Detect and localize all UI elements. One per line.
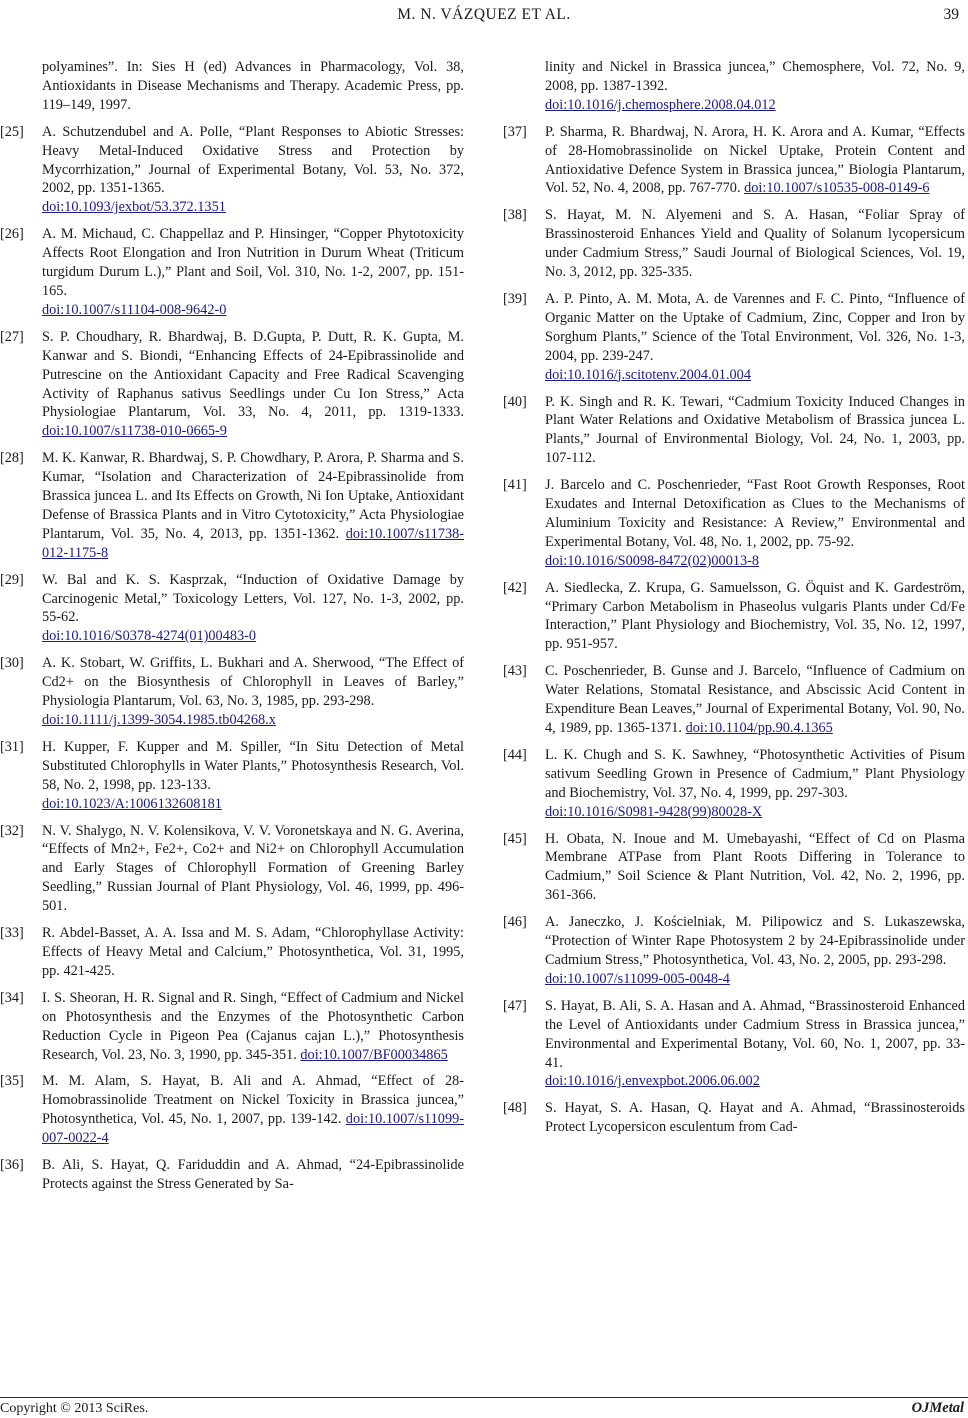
reference-text: polyamines”. In: Sies H (ed) Advances in Pharmacology, Vol. 38, Antioxidants in Disease Mechanisms and Therapy. Academic Press, pp. 119–149, 1997.	[42, 59, 464, 113]
reference-entry	[503, 997, 965, 1092]
reference-text: L. K. Chugh and S. K. Sawhney, “Photosynthetic Activities of Pisum sativum Seedling Grown in Presence of Cadmium,” Plant Physiology and Biochemistry, Vol. 37, No. 4, 1999, pp. 297-303.	[545, 746, 965, 801]
doi-link[interactable]: doi:10.1016/S0378-4274(01)00483-0	[42, 628, 257, 645]
reference-text: B. Ali, S. Hayat, Q. Fariduddin and A. Ahmad, “24-Epibrassinolide Protects against the Stress Generated by Sa-	[42, 1157, 464, 1192]
reference-text: A. P. Pinto, A. M. Mota, A. de Varennes and F. C. Pinto, “Influence of Organic Matter on the Uptake of Cadmium, Zinc, Copper and Iron by Sorghum Plants,” Science of the Total Environment, Vol. 326, No. 1-3, 2004, pp. 239-247.	[545, 290, 965, 364]
reference-entry	[0, 1072, 464, 1148]
reference-number: [28]	[0, 450, 24, 467]
reference-entry	[503, 58, 965, 115]
doi-link[interactable]: doi:10.1007/s11738-012-1175-8	[42, 525, 464, 561]
reference-number: [46]	[503, 914, 527, 931]
reference-entry	[503, 393, 965, 469]
reference-entry	[0, 225, 464, 320]
reference-text: A. K. Stobart, W. Griffits, L. Bukhari and A. Sherwood, “The Effect of Cd2+ on the Biosynthesis of Chlorophyll in Leaves of Barley,” Physiologia Plantarum, Vol. 63, No. 3, 1985, pp. 293-298.	[42, 655, 464, 710]
reference-entry	[0, 822, 464, 917]
reference-text: I. S. Sheoran, H. R. Signal and R. Singh, “Effect of Cadmium and Nickel on Photosynthesis and the Enzymes of the Photosynthetic Carbon Reduction Cycle in Pigeon Pea (Cajanus cajan L.),” Photosynthesis Research, Vol. 23, No. 3, 1990, pp. 345-351.	[42, 989, 464, 1063]
reference-text: A. Siedlecka, Z. Krupa, G. Samuelsson, G. Öquist and K. Gardeström, “Primary Carbon Metabolism in Phaseolus vulgaris Plants under Cd/Fe Interaction,” Plant Physiology and Biochemistry, Vol. 35, No. 12, 1997, pp. 951-957.	[545, 579, 965, 653]
reference-number: [41]	[503, 477, 527, 494]
reference-number: [30]	[0, 655, 24, 672]
reference-entry	[503, 830, 965, 906]
reference-text: H. Obata, N. Inoue and M. Umebayashi, “Effect of Cd on Plasma Membrane ATPase from Plant Roots Differing in Tolerance to Cadmium,” Soil Science & Plant Nutrition, Vol. 42, No. 2, 1996, pp. 361-366.	[545, 830, 965, 904]
reference-entry	[503, 746, 965, 822]
reference-text: P. K. Singh and R. K. Tewari, “Cadmium Toxicity Induced Changes in Plant Water Relations and Oxidative Metabolism of Brassica juncea L. Plants,” Journal of Environmental Biology, Vol. 24, No. 1, 2003, pp. 107-112.	[545, 393, 965, 467]
doi-link[interactable]: doi:10.1016/S0981-9428(99)80028-X	[545, 803, 763, 820]
reference-number: [44]	[503, 746, 527, 763]
reference-text: M. M. Alam, S. Hayat, B. Ali and A. Ahmad, “Effect of 28-Homobrassinolide Treatment on Nickel Toxicity in Brassica juncea,” Photosynthetica, Vol. 45, No. 1, 2007, pp. 139-142.	[42, 1073, 464, 1128]
page-header	[0, 6, 968, 30]
reference-number: [33]	[0, 925, 24, 942]
reference-entry	[503, 206, 965, 282]
reference-entry	[0, 1156, 464, 1194]
reference-text: S. P. Choudhary, R. Bhardwaj, B. D.Gupta, P. Dutt, R. K. Gupta, M. Kanwar and S. Biondi, “Enhancing Effects of 24-Epibrassinolide and Putrescine on the Antioxidant Capacity and Free Radical Scavenging Activity of Raphanus sativus Seedlings under Cu Ion Stress,” Acta Physiologiae Plantarum, Vol. 33, No. 4, 2011, pp. 1319-1333.	[42, 328, 464, 421]
reference-number: [27]	[0, 328, 24, 345]
doi-link[interactable]: doi:10.1007/s11104-008-9642-0	[42, 301, 227, 318]
reference-entry	[503, 290, 965, 385]
reference-entry	[0, 654, 464, 730]
reference-number: [25]	[0, 123, 24, 140]
doi-link[interactable]: doi:10.1093/jexbot/53.372.1351	[42, 199, 226, 216]
doi-link[interactable]: doi:10.1007/BF00034865	[300, 1046, 448, 1063]
running-head-authors: M. N. VÁZQUEZ ET AL.	[397, 6, 571, 23]
reference-text: H. Kupper, F. Kupper and M. Spiller, “In Situ Detection of Metal Substituted Chlorophylls in Water Plants,” Photosynthesis Research, Vol. 58, No. 2, 1998, pp. 123-133.	[42, 738, 464, 793]
reference-number: [38]	[503, 207, 527, 224]
doi-link[interactable]: doi:10.1016/j.scitotenv.2004.01.004	[545, 366, 751, 383]
reference-number: [42]	[503, 579, 527, 596]
doi-link[interactable]: doi:10.1016/j.chemosphere.2008.04.012	[545, 96, 776, 113]
reference-text: J. Barcelo and C. Poschenrieder, “Fast Root Growth Responses, Root Exudates and Internal Detoxification as Clues to the Mechanisms of Aluminium Toxicity and Resistance: A Review,” Environmental and Experimental Botany, Vol. 48, No. 1, 2002, pp. 75-92.	[545, 477, 965, 550]
reference-entry	[503, 123, 965, 199]
left-reference-column	[0, 58, 464, 1202]
reference-number: [47]	[503, 997, 527, 1014]
reference-text: A. Schutzendubel and A. Polle, “Plant Responses to Abiotic Stresses: Heavy Metal-Induced Oxidative Stress and Protection by Mycorrhization,” Journal of Experimental Botany, Vol. 53, No. 372, 2002, pp. 1351-1365.	[42, 123, 464, 197]
reference-entry	[503, 579, 965, 655]
reference-text: R. Abdel-Basset, A. A. Issa and M. S. Adam, “Chlorophyllase Activity: Effects of Heavy Metal and Calcium,” Photosynthetica, Vol. 31, 1995, pp. 421-425.	[42, 925, 464, 979]
reference-text: S. Hayat, M. N. Alyemeni and S. A. Hasan, “Foliar Spray of Brassinosteroid Enhances Yield and Quality of Solanum lycopersicum under Cadmium Stress,” Saudi Journal of Biological Sciences, Vol. 19, No. 3, 2012, pp. 325-335.	[545, 207, 965, 281]
reference-entry	[0, 571, 464, 647]
reference-number: [35]	[0, 1073, 24, 1090]
reference-number: [34]	[0, 989, 24, 1006]
reference-number: [26]	[0, 226, 24, 243]
reference-number: [37]	[503, 123, 527, 140]
doi-link[interactable]: doi:10.1104/pp.90.4.1365	[685, 720, 833, 736]
right-reference-column	[503, 58, 965, 1145]
reference-number: [45]	[503, 830, 527, 847]
reference-text: M. K. Kanwar, R. Bhardwaj, S. P. Chowdhary, P. Arora, P. Sharma and S. Kumar, “Isolation and Characterization of 24-Epibrassinolide from Brassica juncea L. and Its Effects on Growth, Ni Ion Uptake, Antioxidant Defense of Brassica Plants and in Vitro Cytotoxicity,” Acta Physiologiae Plantarum, Vol. 35, No. 4, 2013, pp. 1351-1362.	[42, 450, 464, 542]
reference-number: [48]	[503, 1100, 527, 1117]
doi-link[interactable]: doi:10.1016/j.envexpbot.2006.06.002	[545, 1073, 760, 1090]
reference-text: S. Hayat, S. A. Hasan, Q. Hayat and A. Ahmad, “Brassinosteroids Protect Lycopersicon esculentum from Cad-	[545, 1100, 965, 1136]
doi-link[interactable]: doi:10.1007/s11099-005-0048-4	[545, 970, 730, 987]
reference-entry	[0, 123, 464, 218]
doi-link[interactable]: doi:10.1111/j.1399-3054.1985.tb04268.x	[42, 712, 276, 728]
reference-entry	[0, 58, 464, 115]
journal-abbreviation: OJMetal	[911, 1400, 964, 1416]
reference-entry	[0, 924, 464, 981]
reference-text: W. Bal and K. S. Kasprzak, “Induction of Oxidative Damage by Carcinogenic Metal,” Toxicology Letters, Vol. 127, No. 1-3, 2002, pp. 55-62.	[42, 571, 464, 626]
reference-entry	[0, 738, 464, 814]
doi-link[interactable]: doi:10.1007/s11099-007-0022-4	[42, 1111, 465, 1147]
reference-text: S. Hayat, B. Ali, S. A. Hasan and A. Ahmad, “Brassinosteroid Enhanced the Level of Antioxidants under Cadmium Stress in Brassica juncea,” Environmental and Experimental Botany, Vol. 60, No. 1, 2007, pp. 33-41.	[545, 997, 965, 1071]
page-number: 39	[943, 6, 959, 23]
reference-entry	[0, 449, 464, 562]
reference-text: N. V. Shalygo, N. V. Kolensikova, V. V. Voronetskaya and N. G. Averina, “Effects of Mn2+, Fe2+, Co2+ and Ni2+ on Chlorophyll Accumulation and Early Stages of Chlorophyll Formation of Greening Barley Seedling,” Russian Journal of Plant Physiology, Vol. 46, 1999, pp. 496-501.	[42, 822, 464, 915]
reference-number: [29]	[0, 571, 24, 588]
reference-number: [31]	[0, 738, 24, 755]
reference-entry	[0, 328, 464, 441]
footer-rule	[0, 1397, 968, 1398]
reference-number: [32]	[0, 822, 24, 839]
reference-text: linity and Nickel in Brassica juncea,” Chemosphere, Vol. 72, No. 9, 2008, pp. 1387-1392.	[545, 59, 965, 94]
doi-link[interactable]: doi:10.1007/s10535-008-0149-6	[744, 180, 930, 197]
doi-link[interactable]: doi:10.1007/s11738-010-0665-9	[42, 423, 227, 440]
reference-text: C. Poschenrieder, B. Gunse and J. Barcelo, “Influence of Cadmium on Water Relations, Stomatal Resistance, and Abscissic Acid Content in Expenditure Bean Leaves,” Journal of Experimental Botany, Vol. 90, No. 4, 1989, pp. 1365-1371.	[545, 663, 965, 736]
reference-entry	[0, 989, 464, 1065]
reference-text: P. Sharma, R. Bhardwaj, N. Arora, H. K. Arora and A. Kumar, “Effects of 28-Homobrassinolide on Nickel Uptake, Protein Content and Antioxidative Defence System in Brassica juncea,” Biologia Plantarum, Vol. 52, No. 4, 2008, pp. 767-770.	[545, 123, 965, 197]
reference-entry	[503, 476, 965, 571]
reference-text: A. Janeczko, J. Kościelniak, M. Pilipowicz and S. Lukaszewska, “Protection of Winter Rape Photosystem 2 by 24-Epibrassinolide under Cadmium Stress,” Photosynthetica, Vol. 43, No. 2, 2005, pp. 293-298.	[545, 914, 965, 968]
reference-entry	[503, 662, 965, 738]
copyright-notice: Copyright © 2013 SciRes.	[0, 1401, 149, 1416]
reference-number: [43]	[503, 663, 527, 680]
doi-link[interactable]: doi:10.1016/S0098-8472(02)00013-8	[545, 552, 760, 569]
reference-text: A. M. Michaud, C. Chappellaz and P. Hinsinger, “Copper Phytotoxicity Affects Root Elongation and Iron Nutrition in Durum Wheat (Triticum turgidum Durum L.),” Plant and Soil, Vol. 310, No. 1-2, 2007, pp. 151-165.	[42, 226, 464, 299]
reference-number: [40]	[503, 393, 527, 410]
reference-entry	[503, 913, 965, 989]
reference-number: [36]	[0, 1157, 24, 1174]
doi-link[interactable]: doi:10.1023/A:1006132608181	[42, 795, 222, 812]
reference-entry	[503, 1099, 965, 1137]
reference-number: [39]	[503, 290, 527, 307]
